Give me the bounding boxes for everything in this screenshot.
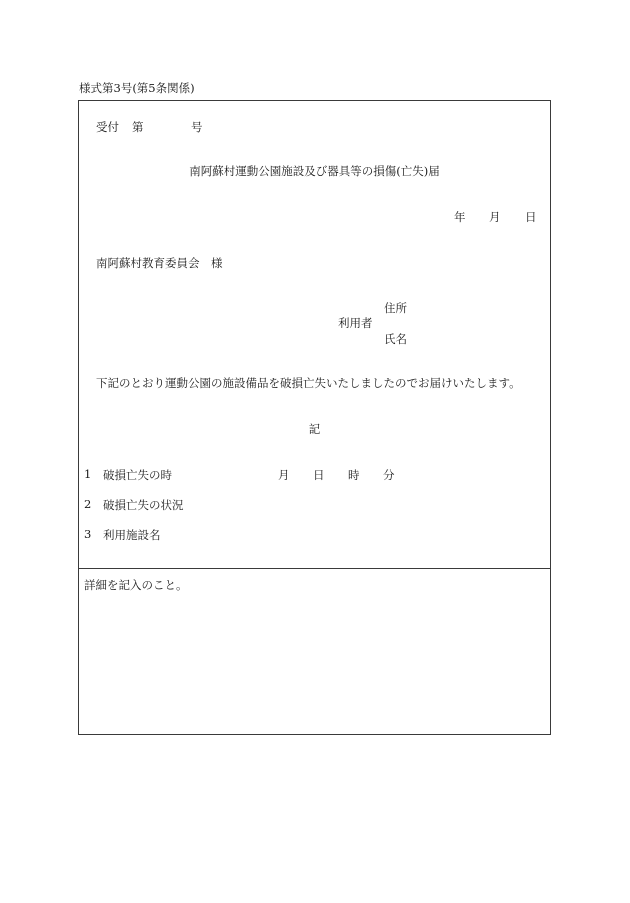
- date-day: 日: [525, 210, 537, 224]
- item-number: 2: [84, 497, 92, 511]
- reception-dai: 第: [132, 120, 144, 134]
- date-month: 月: [489, 210, 501, 224]
- user-label: 利用者: [338, 316, 373, 330]
- item-label: 利用施設名: [103, 528, 161, 542]
- section-divider: [79, 568, 550, 569]
- statement-text: 下記のとおり運動公園の施設備品を破損亡失いたしましたのでお届けいたします。: [96, 376, 521, 390]
- form-title: 南阿蘇村運動公園施設及び器具等の損傷(亡失)届: [189, 164, 440, 178]
- form-box: [78, 100, 551, 735]
- item-label: 破損亡失の状況: [103, 498, 184, 512]
- ki-heading: 記: [308, 422, 321, 436]
- name-label: 氏名: [384, 332, 407, 346]
- item-label: 破損亡失の時: [103, 468, 172, 482]
- address-label: 住所: [384, 301, 407, 315]
- addressee: 南阿蘇村教育委員会 様: [96, 256, 223, 270]
- form-number: 様式第3号(第5条関係): [79, 81, 195, 95]
- details-note: 詳細を記入のこと。: [84, 578, 188, 592]
- item-number: 1: [84, 467, 92, 481]
- item-day: 日: [313, 468, 325, 482]
- reception-label: 受付: [96, 120, 119, 134]
- date-year: 年: [454, 210, 466, 224]
- item-month: 月: [278, 468, 290, 482]
- item-minute: 分: [383, 468, 395, 482]
- item-number: 3: [84, 527, 92, 541]
- item-hour: 時: [348, 468, 360, 482]
- reception-go: 号: [191, 120, 203, 134]
